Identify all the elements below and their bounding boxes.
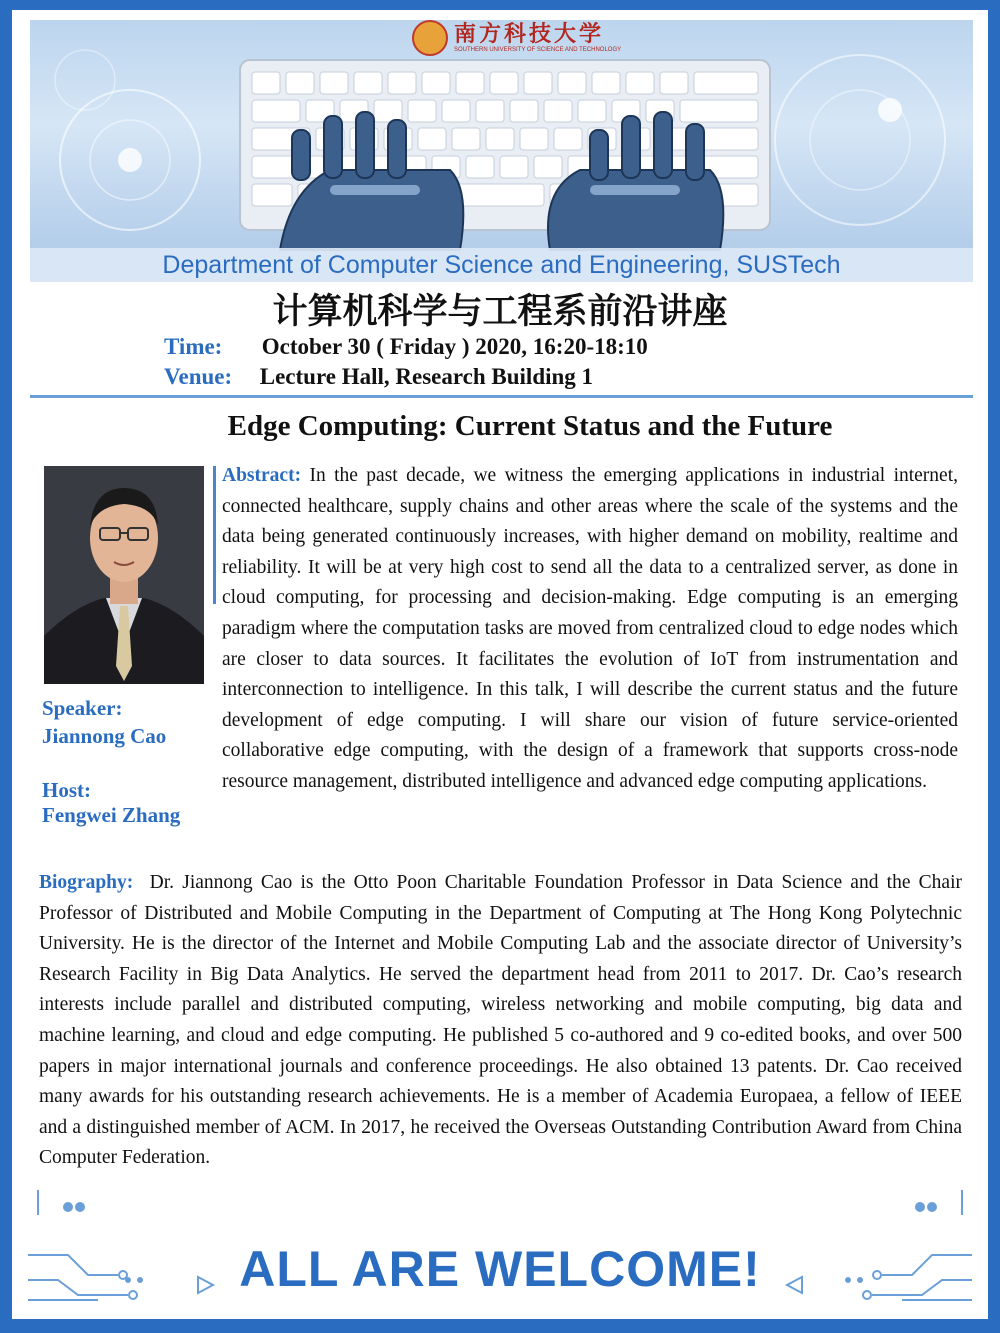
abstract-text: In the past decade, we witness the emerging applications in industrial internet, connected healthcare, supply chains and other areas where the scale of the systems and the data being generated continuously increases, with higher demand on mobility, realtime and reliability. It will be at very high cost to send all the data to a centralized server, as done in cloud computing, for processing and decision-making. Edge computing is an emerging paradigm where the computation tasks are moved from centralized cloud to edge nodes which are closer to data sources. It facilitates the evolution of IoT from instrumentation and interconnection to intelligence. In this talk, I will describe the current status and the future development of edge computing. I will share our vision of future service-oriented collaborative edge computing, with the design of a framework that supports cross-node resource management, distributed intelligence and advanced edge computing applications. bbox=[222, 465, 958, 792]
time-label: Time: bbox=[164, 334, 223, 359]
talk-title: Edge Computing: Current Status and the Future bbox=[227, 410, 833, 442]
speaker-photo bbox=[44, 466, 204, 684]
lecture-series-title: 计算机科学与工程系前沿讲座 bbox=[272, 292, 728, 332]
biography-paragraph bbox=[39, 868, 962, 1174]
venue-row bbox=[164, 364, 593, 390]
biography-text: Dr. Jiannong Cao is the Otto Poon Charitable Foundation Professor in Data Science and the Chair Professor of Distributed and Mobile Computing in the Department of Computing at The Hong Kong Polytechnic University. He is the director of the Internet and Mobile Computing Lab and the associate director of University’s Research Facility in Big Data Analytics. He served the department head from 2011 to 2017. Dr. Cao’s research interests include parallel and distributed computing, wireless networking and mobile computing, big data and machine learning, and cloud and edge computing. He published 5 co-authored and 9 co-edited books, and over 500 papers in major international journals and conference proceedings. He also obtained 13 patents. Dr. Cao received many awards for his outstanding research achievements. He is a member of Academia Europaea, a fellow of IEEE and a distinguished member of ACM. In 2017, he received the Overseas Outstanding Contribution Award from China Computer Federation. bbox=[39, 872, 962, 1169]
header-banner bbox=[30, 20, 973, 282]
venue-value: Lecture Hall, Research Building 1 bbox=[259, 364, 594, 389]
biography-label: Biography: bbox=[39, 872, 134, 893]
department-name: Department of Computer Science and Engineering, SUSTech bbox=[162, 250, 841, 279]
venue-label: Venue: bbox=[164, 364, 233, 389]
university-name-en: SOUTHERN UNIVERSITY OF SCIENCE AND TECHNOLOGY bbox=[454, 47, 622, 53]
time-value: October 30 ( Friday ) 2020, 16:20-18:10 bbox=[261, 334, 648, 359]
university-logo bbox=[412, 20, 621, 56]
department-bar bbox=[30, 248, 973, 282]
abstract-paragraph bbox=[222, 461, 958, 798]
abstract-accent-bar bbox=[213, 466, 216, 604]
time-row bbox=[164, 334, 648, 360]
abstract-label: Abstract: bbox=[222, 465, 302, 486]
speaker-label: Speaker: bbox=[42, 696, 123, 720]
speaker-name: Jiannong Cao bbox=[42, 724, 167, 748]
host-label: Host: bbox=[42, 778, 91, 802]
welcome-banner: ALL ARE WELCOME! bbox=[239, 1241, 761, 1297]
university-name-cn: 南方科技大学 bbox=[454, 21, 605, 47]
host-name: Fengwei Zhang bbox=[42, 803, 181, 827]
keyboard-robot-hands-image bbox=[30, 20, 973, 282]
section-divider bbox=[30, 395, 973, 398]
university-logo-icon bbox=[412, 20, 448, 56]
